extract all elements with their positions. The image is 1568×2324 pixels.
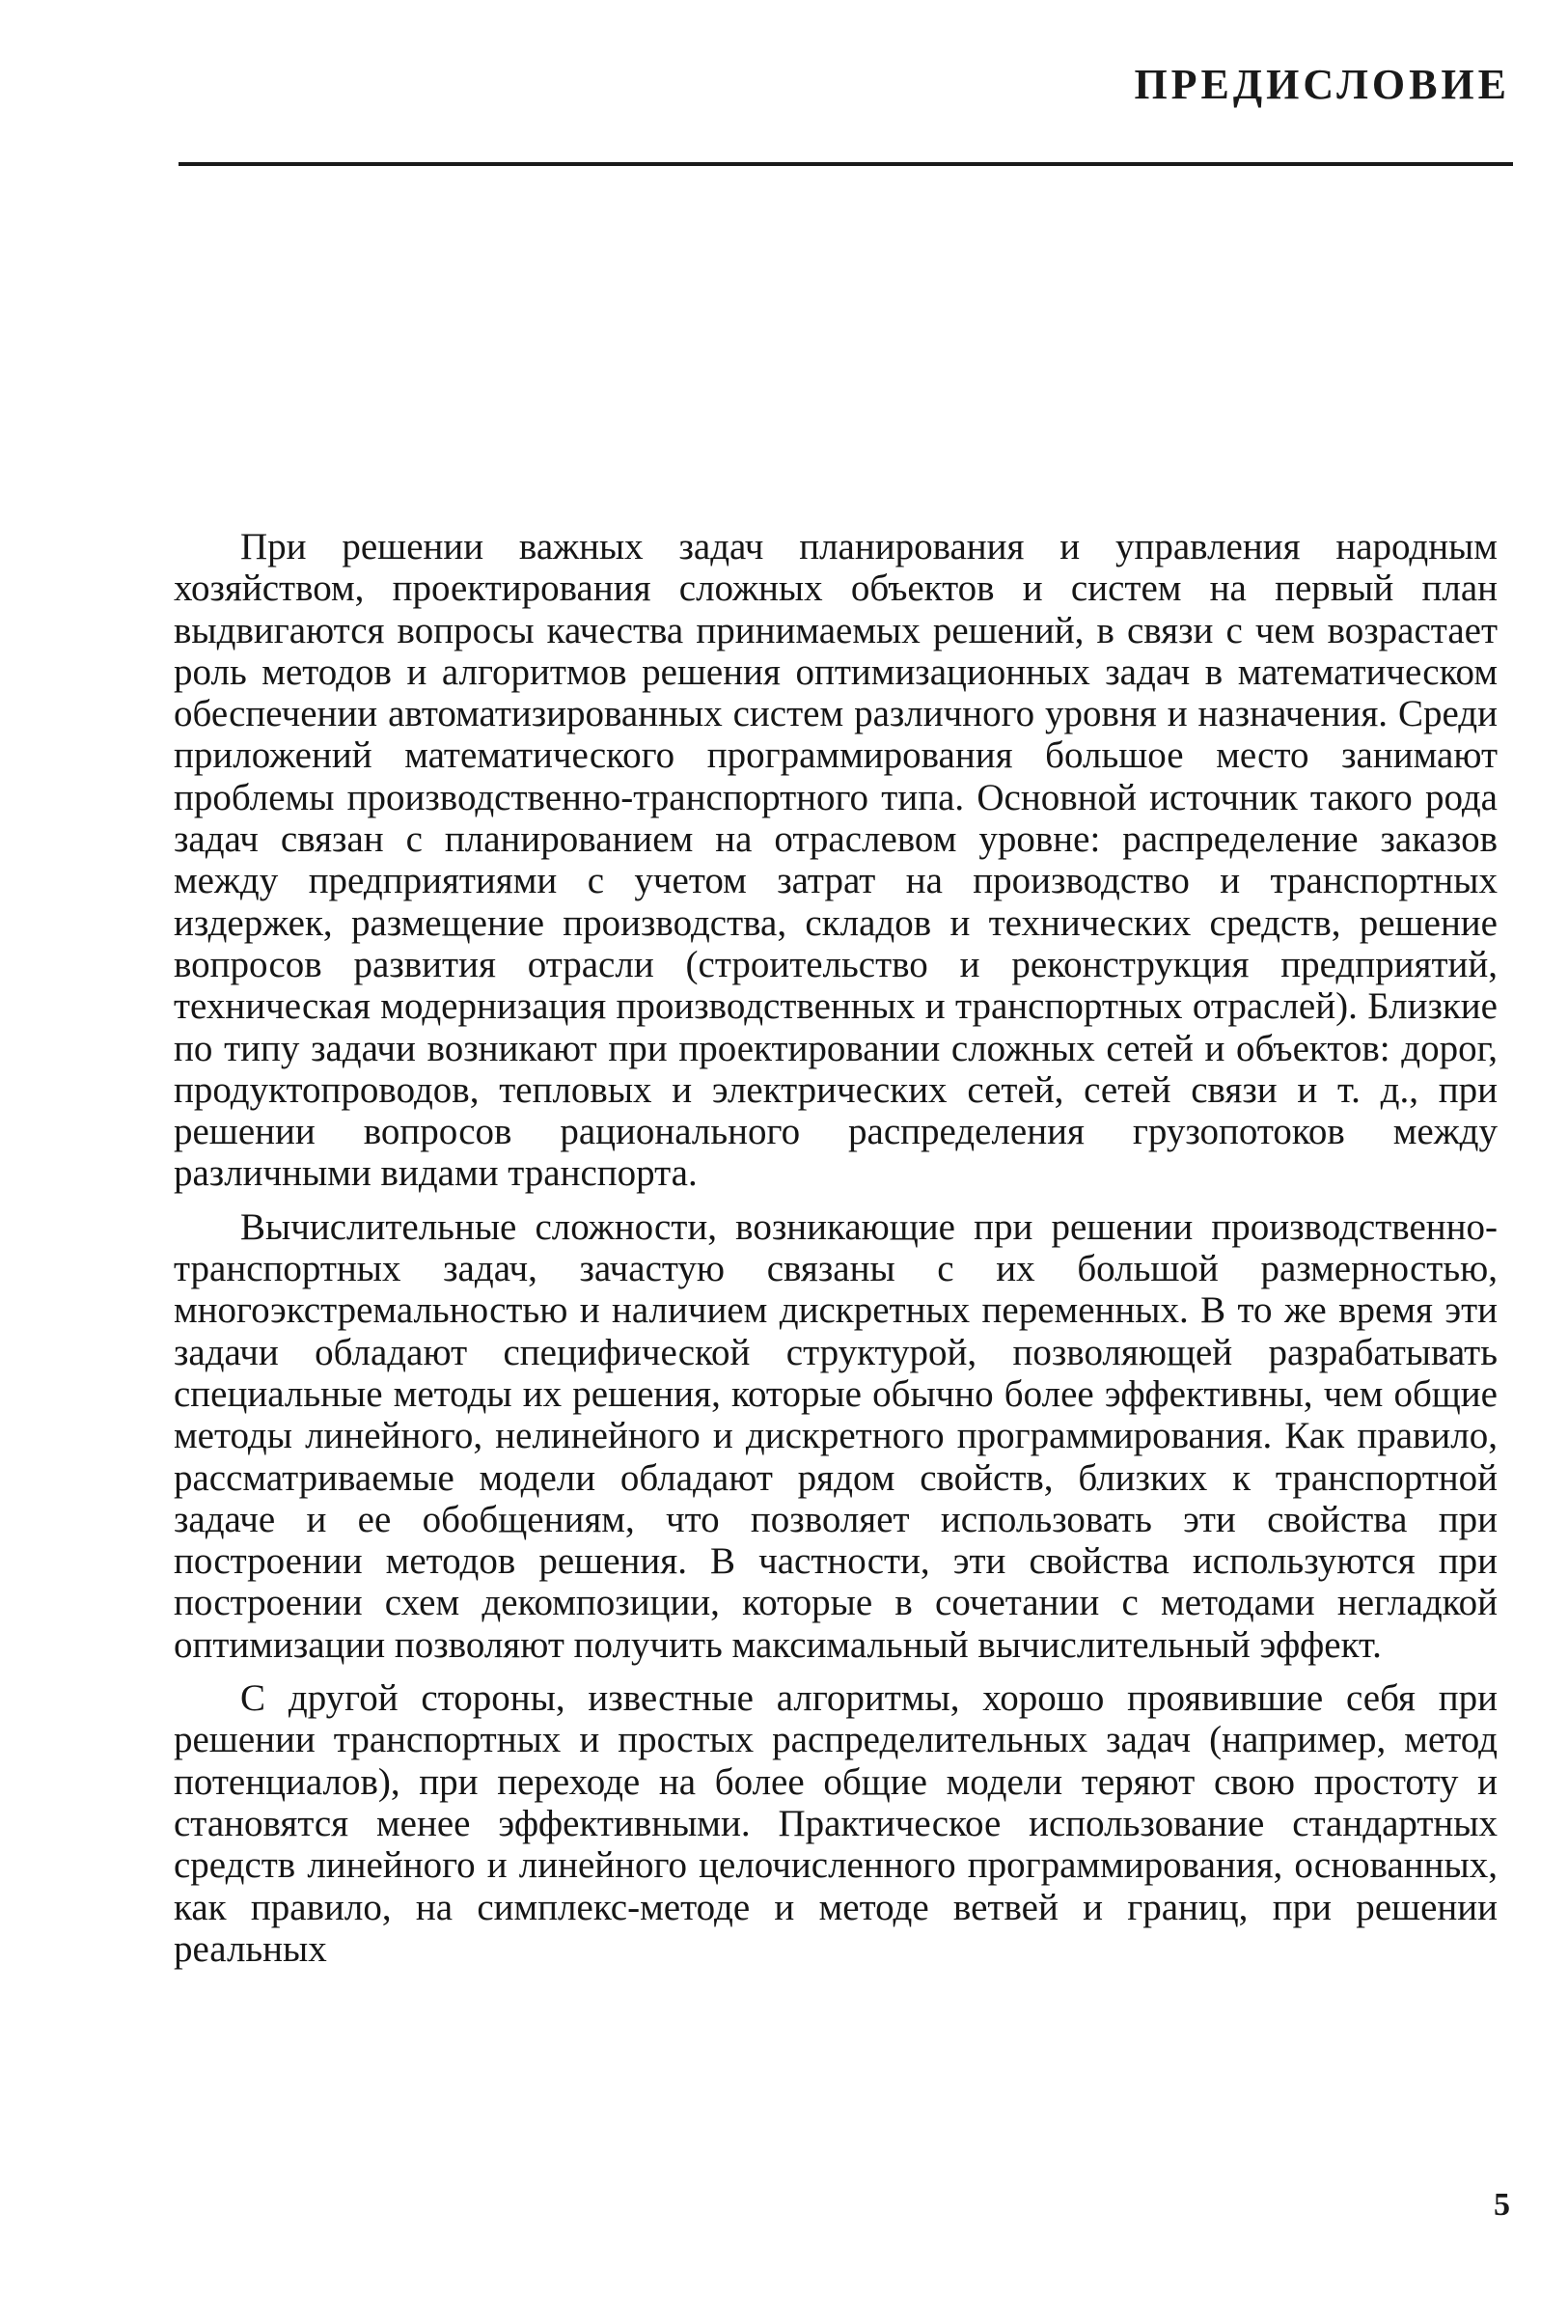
running-head-title: ПРЕДИСЛОВИЕ [1134,61,1510,108]
header-rule [179,162,1513,166]
page-number: 5 [1494,2187,1510,2223]
paragraph-1: При решении важных задач планирования и управления народным хозяйством, проектирования сложных объектов и систем на первый план выдвигаются вопросы качества принимаемых решений, в связи с чем возрастает роль методов и алгоритмов решения оптимизационных задач в математическом обеспечении автоматизированных систем различного уровня и назначения. Среди приложений математического программирования большое место занимают проблемы производственно-транспортного типа. Основной источник такого рода задач связан с планированием на отраслевом уровне: распределение заказов между предприятиями с учетом затрат на производство и транспортных издержек, размещение производства, складов и технических средств, решение вопросов развития отрасли (строительство и реконструкция предприятий, техническая модернизация производственных и транспортных отраслей). Близкие по типу задачи возникают при проектировании сложных сетей и объектов: дорог, продуктопроводов, тепловых и электрических сетей, сетей связи и т. д., при решении вопросов рационального распределения грузопотоков между различными видами транспорта. [174,526,1498,1195]
paragraph-2: Вычислительные сложности, возникающие при решении производственно-транспортных задач, зачастую связаны с их большой размерностью, многоэкстремальностью и наличием дискретных переменных. В то же время эти задачи обладают специфической структурой, позволяющей разрабатывать специальные методы их решения, которые обычно более эффективны, чем общие методы линейного, нелинейного и дискретного программирования. Как правило, рассматриваемые модели обладают рядом свойств, близких к транспортной задаче и ее обобщениям, что позволяет использовать эти свойства при построении методов решения. В частности, эти свойства используются при построении схем декомпозиции, которые в сочетании с методами негладкой оптимизации позволяют получить максимальный вычислительный эффект. [174,1205,1498,1666]
preface-body [174,526,1498,1970]
paragraph-3: С другой стороны, известные алгоритмы, хорошо проявившие себя при решении транспортных и простых распределительных задач (например, метод потенциалов), при переходе на более общие модели теряют свою простоту и становятся менее эффективными. Практическое использование стандартных средств линейного и линейного целочисленного программирования, основанных, как правило, на симплекс-методе и методе ветвей и границ, при решении реальных [174,1677,1498,1970]
